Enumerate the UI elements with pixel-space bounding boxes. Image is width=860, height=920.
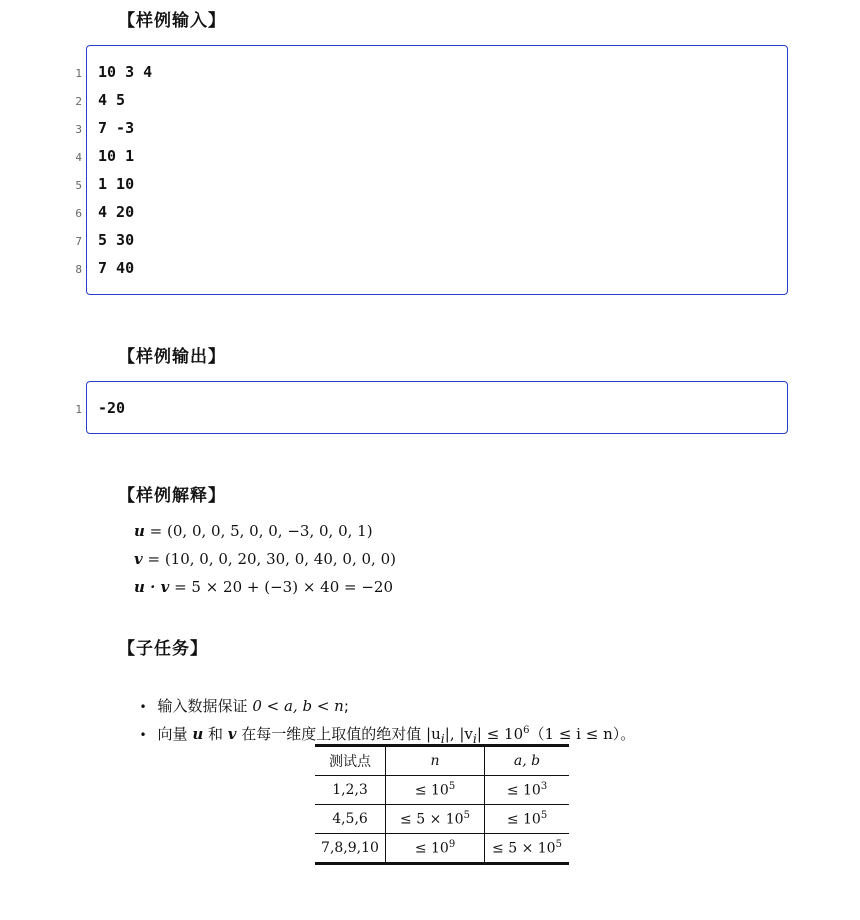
subtask-bullet-1: • 输入数据保证 0 < a, b < n;: [139, 697, 349, 715]
cell-n: ≤ $5 \times 10^5$: [386, 805, 485, 834]
subtasks-title: 【子任务】: [118, 639, 208, 659]
explanation-line-u: u = (0, 0, 0, 5, 0, 0, −3, 0, 0, 1): [134, 522, 373, 540]
cell-ab: ≤ $10^5$: [485, 805, 570, 834]
table-row: [315, 834, 569, 864]
line-number: 3: [75, 123, 82, 136]
cell-n: ≤ $10^5$: [386, 776, 485, 805]
code-line: -20: [98, 399, 126, 417]
line-number: 7: [75, 235, 82, 248]
subtask-bullet-2: • 向量 u 和 v 在每一维度上取值的绝对值 $|u_i|$, $|v_i| \le 10^6(1 \le i \le n)$。: [139, 725, 636, 746]
line-number: 5: [75, 179, 82, 192]
line-number: 1: [75, 67, 82, 80]
code-line: 4 5: [98, 91, 126, 109]
code-line: 1 10: [98, 175, 135, 193]
line-number: 8: [75, 263, 82, 276]
cell-test-point: 4,5,6: [315, 805, 386, 834]
explanation-line-v: v = (10, 0, 0, 20, 30, 0, 40, 0, 0, 0): [134, 550, 396, 568]
bullet-icon: •: [139, 728, 147, 742]
cell-ab: ≤ $5 \times 10^5$: [492, 839, 562, 857]
line-number: 2: [75, 95, 82, 108]
cell-n: ≤ $10^9$: [386, 834, 485, 864]
code-line: 7 40: [98, 259, 135, 277]
line-number: 6: [75, 207, 82, 220]
sample-input-box: [86, 45, 788, 295]
header-n: n: [386, 746, 485, 776]
bullet-icon: •: [139, 700, 147, 714]
table-header-row: [315, 746, 569, 776]
code-line: 10 1: [98, 147, 135, 165]
code-line: 4 20: [98, 203, 135, 221]
explanation-line-dot: u · v = 5 × 20 + (−3) × 40 = −20: [134, 578, 394, 596]
header-test-point: 测试点: [315, 746, 386, 776]
sample-output-box: [86, 381, 788, 434]
explanation-title: 【样例解释】: [118, 486, 226, 506]
code-line: 10 3 4: [98, 63, 153, 81]
header-ab: a, b: [485, 746, 570, 776]
abs-bound-expr: $|u_i|$, $|v_i| \le 10^6$: [426, 725, 530, 746]
code-line: 5 30: [98, 231, 135, 249]
subtask-table: [315, 744, 569, 865]
line-number: 4: [75, 151, 82, 164]
cell-test-point: 1,2,3: [315, 776, 386, 805]
cell-test-point: 7,8,9,10: [315, 834, 386, 864]
sample-output-title: 【样例输出】: [118, 347, 226, 367]
code-line: 7 -3: [98, 119, 135, 137]
cell-ab: ≤ $10^3$: [485, 776, 570, 805]
line-number: 1: [75, 403, 82, 416]
sample-input-title: 【样例输入】: [118, 11, 226, 31]
table-row: [315, 805, 569, 834]
table-row: [315, 776, 569, 805]
